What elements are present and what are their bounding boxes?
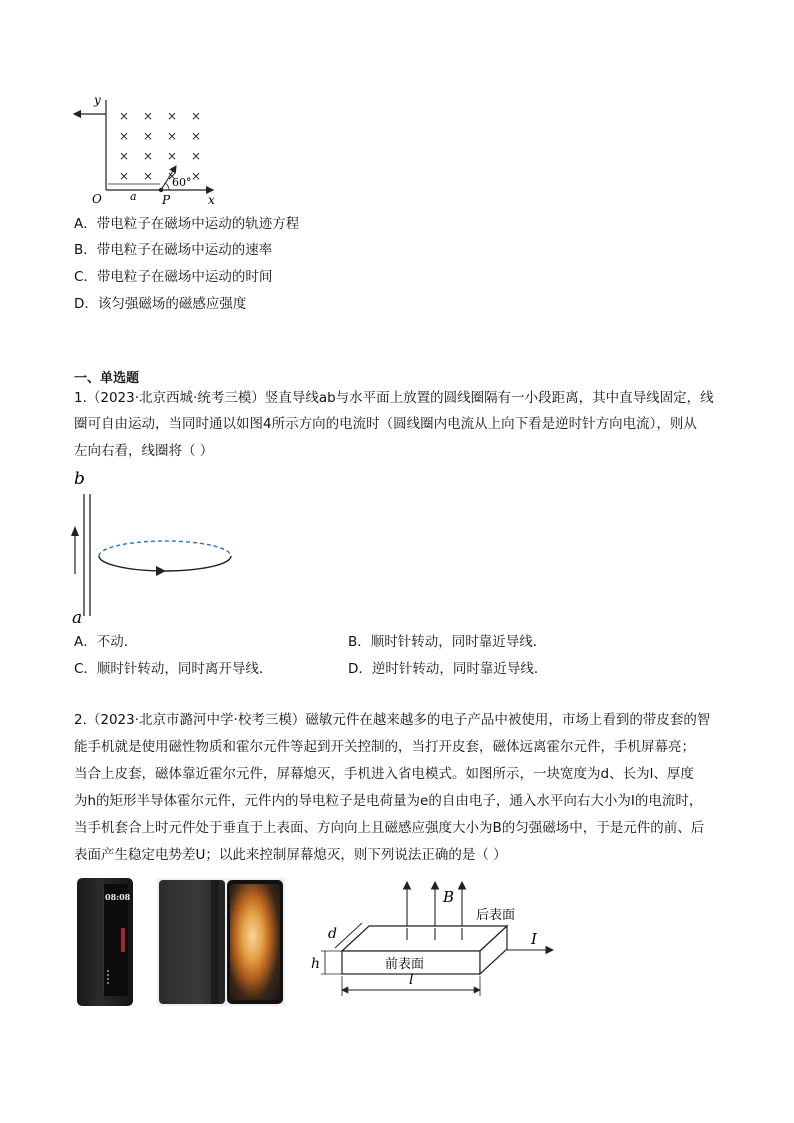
magnetic-field-coordinate-figure [68, 90, 228, 208]
a-label: a [130, 190, 137, 203]
svg-text:×: × [143, 149, 154, 163]
svg-text:×: × [143, 109, 154, 123]
q2-line-3: 当合上皮套，磁体靠近霍尔元件，屏幕熄灭，手机进入省电模式。如图所示，一块宽度为d、长为l、厚度 [74, 766, 694, 782]
q1-option-d: D．逆时针转动，同时靠近导线． [348, 661, 548, 677]
phone-screen [227, 880, 283, 1004]
svg-text:×: × [119, 129, 130, 143]
field-crosses [119, 109, 201, 183]
prev-option-a: A．带电粒子在磁场中运动的轨迹方程 [74, 216, 300, 232]
q1-option-c: C．顺时针转动，同时离开导线． [74, 661, 273, 677]
origin-label: O [92, 192, 102, 206]
svg-text:×: × [191, 129, 202, 143]
section-heading: 一、单选题 [74, 371, 140, 386]
y-axis-label: y [94, 93, 101, 107]
case-flap-stripe [211, 880, 219, 1004]
wire-loop-figure [64, 466, 244, 628]
svg-text:×: × [119, 149, 130, 163]
phone-open-case-image [157, 878, 285, 1006]
slab-top-face [342, 926, 507, 951]
hall-element-figure [305, 878, 560, 1002]
l-label: l [409, 972, 414, 988]
loop-front-half [99, 556, 231, 571]
svg-text:×: × [167, 109, 178, 123]
case-dots [107, 970, 112, 984]
prev-option-d: D．该匀强磁场的磁感应强度 [74, 296, 247, 312]
angle-arc [165, 183, 169, 190]
q2-line-4: 为h的矩形半导体霍尔元件，元件内的导电粒子是电荷量为e的自由电子，通入水平向右大小为I的电流时， [74, 793, 703, 809]
q1-line-1: 1.（2023·北京西城·统考三模）竖直导线ab与水平面上放置的圆线圈隔有一小段距离，其中直导线固定，线 [74, 390, 714, 406]
svg-text:×: × [167, 169, 178, 183]
svg-text:×: × [143, 129, 154, 143]
q1-option-a: A．不动． [74, 634, 138, 650]
svg-text:×: × [191, 149, 202, 163]
angle-label: 60° [172, 176, 192, 189]
d-label: d [328, 926, 337, 942]
svg-text:×: × [191, 169, 202, 183]
wallpaper-art [230, 884, 280, 1000]
field-b-label: B [443, 888, 455, 906]
q2-line-2: 能手机就是使用磁性物质和霍尔元件等起到开关控制的，当打开皮套，磁体远离霍尔元件，手机屏幕亮； [74, 739, 695, 755]
svg-text:×: × [143, 169, 154, 183]
front-surface-label: 前表面 [385, 957, 425, 972]
phone-closed-case-image [77, 878, 133, 1006]
current-i-label: I [531, 930, 537, 948]
q2-line-6: 表面产生稳定电势差U；以此来控制屏幕熄灭，则下列说法正确的是（ ） [74, 847, 507, 863]
svg-text:×: × [167, 149, 178, 163]
wire-label-b: b [74, 469, 85, 489]
q1-line-2: 圈可自由运动，当同时通以如图4所示方向的电流时（圆线圈内电流从上向下看是逆时针方向电流），则从 [74, 416, 697, 432]
h-label: h [311, 956, 321, 972]
svg-text:×: × [119, 169, 130, 183]
prev-option-b: B．带电粒子在磁场中运动的速率 [74, 242, 273, 258]
svg-text:×: × [119, 109, 130, 123]
q1-line-3: 左向右看，线圈将（ ） [74, 443, 214, 459]
svg-text:×: × [191, 109, 202, 123]
q2-line-1: 2.（2023·北京市潞河中学·校考三模）磁敏元件在越来越多的电子产品中被使用，市场上看到的带皮套的智 [74, 712, 711, 728]
wire-label-a: a [72, 608, 83, 628]
q2-line-5: 当手机套合上时元件处于垂直于上表面、方向向上且磁感应强度大小为B的匀强磁场中，于是元件的前、后 [74, 820, 705, 836]
case-red-accent [121, 928, 125, 952]
case-clock-text: 08:08 [105, 892, 131, 902]
p-label: P [162, 193, 171, 207]
loop-back-half [99, 541, 231, 556]
svg-text:×: × [167, 129, 178, 143]
prev-option-c: C．带电粒子在磁场中运动的时间 [74, 269, 273, 285]
loop-current-arrow [156, 566, 166, 576]
x-axis-label: x [208, 193, 215, 207]
q1-option-b: B．顺时针转动，同时靠近导线． [348, 634, 547, 650]
back-surface-label: 后表面 [476, 908, 516, 923]
